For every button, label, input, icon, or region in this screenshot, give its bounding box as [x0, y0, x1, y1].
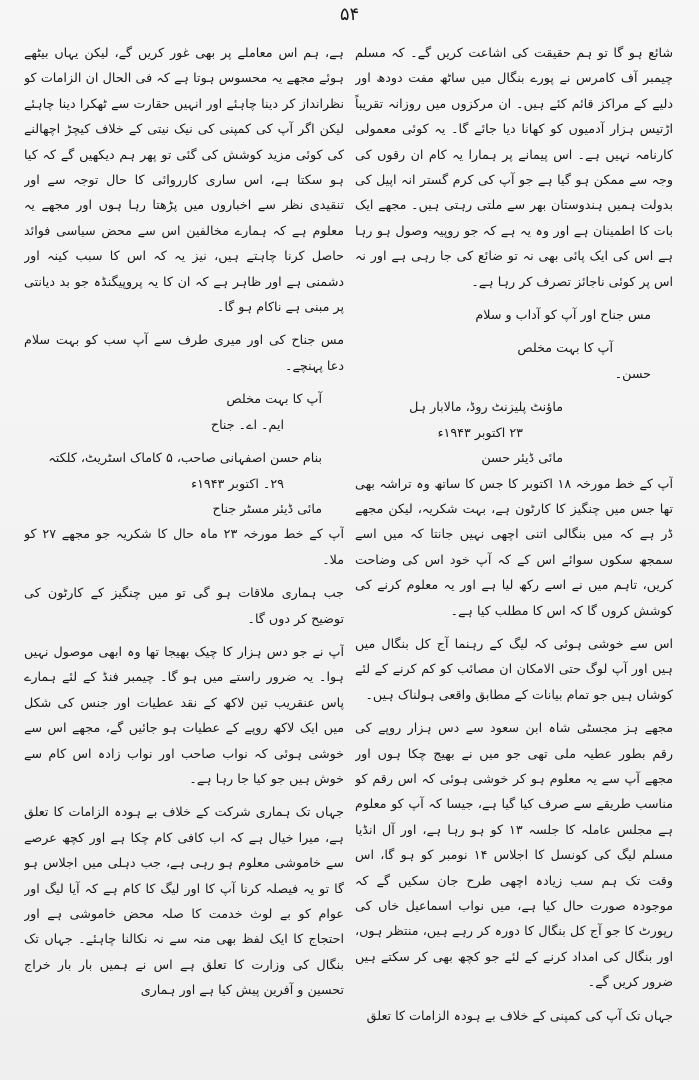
closing-line: آپ کا بہت مخلص — [517, 340, 613, 356]
salutation: مائی ڈیئر حسن — [481, 450, 563, 466]
address: ماؤنٹ پلیزنٹ روڈ، مالابار ہل — [409, 399, 563, 415]
left-column — [24, 40, 344, 1070]
paragraph: آپ کے خط مورخہ ۲۳ ماہ حال کا شکریہ جو مجھے ۲۷ کو ملا۔ — [24, 526, 344, 567]
paragraph: جہاں تک ہماری شرکت کے خلاف بے ہودہ الزامات کا تعلق ہے، میرا خیال ہے کہ اب کافی کام چکا ہے اور کچھ عرصے سے خاموشی معلوم ہو رہی ہے، جب دہلی میں اجلاس ہو گا تو یہ فیصلہ کرنا آپ کا اور لیگ کا کام ہے کہ آیا لیگ اور عوام کو بے لوث خدمت کا صلہ محض خاموشی ہے اور احتجاج کا ایک لفظ بھی منہ سے نہ نکالنا چاہئے۔ جہاں تک بنگال کی وزارت کا تعلق ہے اس نے ہمیں بار بار خراج تحسین و آفرین پیش کیا ہے اور ہماری — [24, 804, 344, 998]
right-column — [355, 40, 673, 1070]
letter-date: ۲۳ اکتوبر ۱۹۴۳ء — [437, 424, 523, 440]
paragraph: مس جناح کی اور میری طرف سے آپ سب کو بہت سلام دعا پہنچے۔ — [24, 332, 344, 373]
letter-date: ۲۹۔ اکتوبر ۱۹۴۳ء — [191, 475, 284, 491]
paragraph: آپ کے خط مورخہ ۱۸ اکتوبر کا جس کا ساتھ وہ تراشہ بھی تھا جس میں چنگیز کا کارٹون ہے، بہت شکریہ، لیکن مجھے ڈر ہے کہ میں بنگالی اتنی اچھی نہیں جانتا کہ میں اسے سمجھ سکوں سوائے اس کے کہ آپ خود اس کی وضاحت کریں، تاہم میں نے اسے رکھ لیا ہے اور یہ معلوم کرنے کی کوشش کروں گا کہ اس کا مطلب کیا ہے۔ — [355, 475, 673, 618]
addressee-line: بنام حسن اصفہانی صاحب، ۵ کاماک اسٹریٹ، کلکتہ — [48, 450, 322, 466]
regards-line: مس جناح اور آپ کو آداب و سلام — [475, 307, 651, 323]
paragraph: اس سے خوشی ہوئی کہ لیگ کے رہنما آج کل بنگال میں ہیں اور آپ لوگ حتی الامکان ان مصائب کو کم کرنے کے لئے کوشاں ہیں جو تمام بیانات کے مطابق واقعی ہولناک ہیں۔ — [355, 635, 673, 702]
paragraph: جب ہماری ملاقات ہو گی تو میں چنگیز کے کارٹون کی توضیح کر دوں گا۔ — [24, 585, 344, 626]
closing-line: آپ کا بہت مخلص — [226, 391, 322, 407]
page-number: ۵۴ — [339, 4, 360, 25]
paragraph: جہاں تک آپ کی کمپنی کے خلاف بے ہودہ الزامات کا تعلق — [366, 1007, 673, 1023]
paragraph: مجھے ہز مجسٹی شاہ ابن سعود سے دس ہزار روپے کی رقم بطور عطیہ ملی تھی جو میں نے بھیج چکا ہوں اور مجھے آپ سے یہ معلوم ہو کر خوشی ہوئی کہ اس رقم کو مناسب طریقے سے صرف کیا گیا ہے، جیسا کہ آپ کو معلوم ہے مجلس عاملہ کا جلسہ ۱۳ کو ہو رہا ہے، اور آل انڈیا مسلم لیگ کی کونسل کا اجلاس ۱۴ نومبر کو ہو گا، اس وقت تک ہم سب زیادہ اچھی طرح جان سکیں گے کہ موجودہ صورت حال کیا ہے، میں نواب اسماعیل خاں کی رپورٹ کا جو آج کل بنگال کا دورہ کر رہے ہیں، منتظر ہوں، اور بنگال کی امداد کرنے کے لئے جو کچھ بھی کر سکتے ہیں ضرور کریں گے۔ — [355, 720, 673, 990]
paragraph: آپ نے جو دس ہزار کا چیک بھیجا تھا وہ ابھی موصول نہیں ہوا۔ یہ ضرور راستے میں ہو گا۔ چیمبر فنڈ کے لئے ہمارے پاس عنقریب تین لاکھ کے نقد عطیات اور جنس کی شکل میں ایک لاکھ روپے کے عطیات ہو جائیں گے، مجھے اس سے خوشی ہوئی کہ نواب صاحب اور نواب زادہ اس کام سے خوش ہیں جو کیا جا رہا ہے۔ — [24, 643, 344, 786]
paragraph: شائع ہو گا تو ہم حقیقت کی اشاعت کریں گے۔ کہ مسلم چیمبر آف کامرس نے پورے بنگال میں ساٹھ مفت دودھ اور دلیے کے مراکز قائم کئے ہیں۔ ان مرکزوں میں روزانہ تقریباً اڑتیس ہزار آدمیوں کو کھانا دیا جائے گا۔ یہ کوئی معمولی کارنامہ نہیں ہے۔ اس پیمانے پر ہمارا یہ کام ان رقوں کی وجہ سے ممکن ہو گیا ہے جو آپ کی کرم گستر انہ اپیل کی بدولت ہمیں ہندوستان بھر سے ملتی رہتی ہیں۔ مجھے ایک بات کا اطمینان ہے اور وہ یہ ہے کہ جو روپیہ وصول ہو رہا ہے اس کی ایک پائی بھی نہ تو ضائع کی جا رہی ہے اور نہ اس پر کوئی ناجائز تصرف کر رہا ہے۔ — [355, 45, 673, 289]
signature: ایم۔ اے۔ جناح — [210, 416, 284, 432]
salutation: مائی ڈیئر مسٹر جناح — [212, 500, 322, 516]
signature: حسن۔ — [614, 365, 651, 381]
paragraph: ہے، ہم اس معاملے پر بھی غور کریں گے، لیکن یہاں بیٹھے ہوئے مجھے یہ محسوس ہوتا ہے کہ فی الحال ان الزامات کو نظرانداز کر دینا چاہئے اور انہیں حقارت سے ٹھکرا دینا چاہئے لیکن اگر آپ کی کمپنی کی نیک نیتی کے خلاف کیچڑ اچھالنے کی کوئی مزید کوشش کی گئی تو پھر ہم دیکھیں گے کہ کیا ہو سکتا ہے، اس ساری کارروائی کا حال توجہ سے اور تنقیدی نظر سے اخباروں میں پڑھتا رہا ہوں اور مجھے یہ معلوم ہے کہ ہمارے مخالفین اس سے محض سیاسی فوائد حاصل کرنا چاہتے ہیں، نیز یہ کہ اس کا سبب کینہ اور دشمنی ہے اور ظاہر ہے کہ ان کا یہ پروپیگنڈہ جو بد دیانتی پر مبنی ہے ناکام ہو گا۔ — [24, 45, 344, 315]
